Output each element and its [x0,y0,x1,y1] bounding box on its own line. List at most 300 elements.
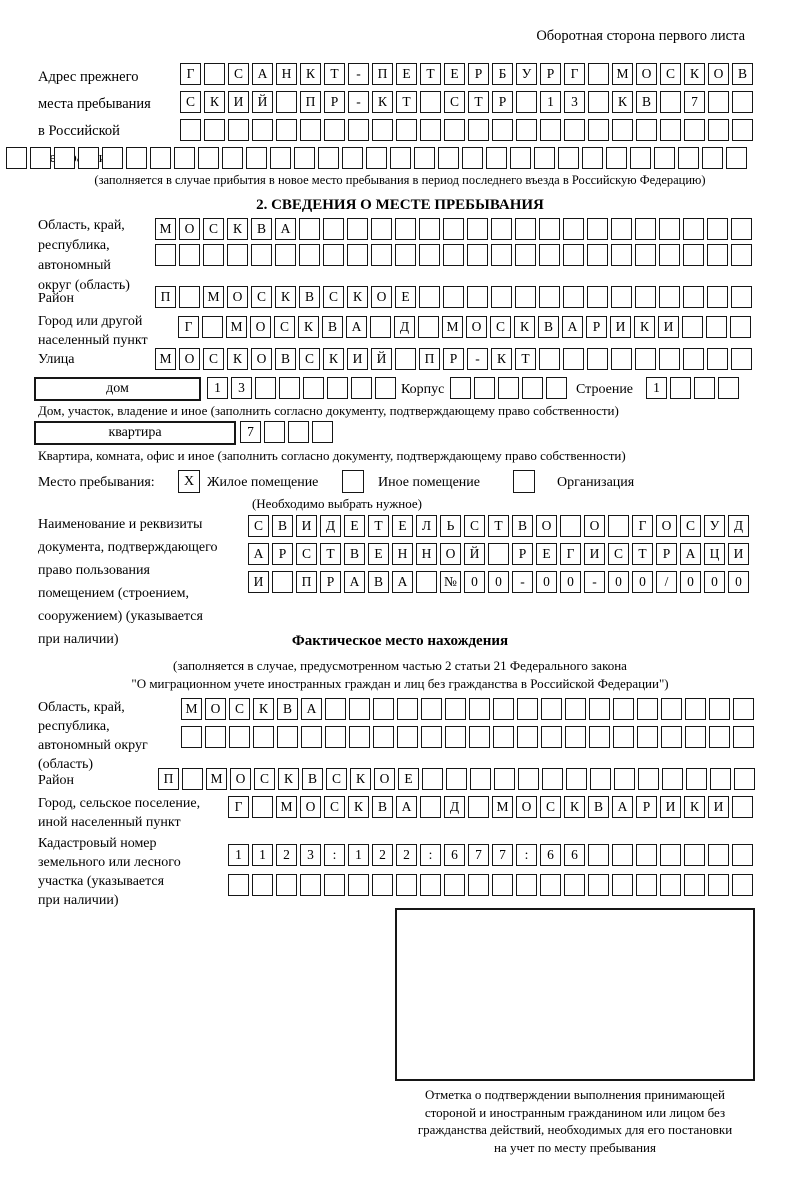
char-cell [395,244,416,266]
char-cell [709,726,730,748]
char-cell [397,698,418,720]
char-cell [174,147,195,169]
char-cell [708,844,729,866]
char-cell [444,874,465,896]
char-cell: С [203,218,224,240]
region-label [38,216,130,296]
stay-type-label: Место пребывания: [38,475,155,490]
char-cell: Й [464,543,485,565]
char-cell: Г [178,316,199,338]
char-cell [539,218,560,240]
char-cell: Т [488,515,509,537]
doc-label-line: при наличии) [38,632,119,647]
actual-city-row [228,796,756,818]
char-cell: С [540,796,561,818]
char-cell: К [684,796,705,818]
char-cell [303,377,324,399]
char-cell: 6 [564,844,585,866]
char-cell [708,91,729,113]
district-row [155,286,755,308]
checkbox-residential: X [178,470,200,493]
char-cell [390,147,411,169]
char-cell: И [584,543,605,565]
char-cell [277,726,298,748]
char-cell [324,119,345,141]
char-cell [563,286,584,308]
char-cell [203,244,224,266]
char-cell: 0 [632,571,653,593]
char-cell: Д [728,515,749,537]
char-cell [612,119,633,141]
char-cell [726,147,747,169]
char-cell [450,377,471,399]
char-cell: С [464,515,485,537]
char-cell: Р [586,316,607,338]
char-cell: М [206,768,227,790]
char-cell: О [227,286,248,308]
house-number-row [207,377,399,399]
char-cell: М [155,218,176,240]
char-cell [30,147,51,169]
district-label: Район [38,291,74,306]
char-cell: Н [392,543,413,565]
char-cell: К [564,796,585,818]
char-cell [564,119,585,141]
char-cell [515,218,536,240]
actual-district-row [158,768,758,790]
char-cell [246,147,267,169]
char-cell: 6 [444,844,465,866]
char-cell: М [155,348,176,370]
char-cell [371,218,392,240]
char-cell: О [584,515,605,537]
char-cell [488,543,509,565]
char-cell [587,244,608,266]
char-cell: Т [324,63,345,85]
char-cell [606,147,627,169]
char-cell [686,768,707,790]
char-cell: 0 [560,571,581,593]
char-cell: Г [564,63,585,85]
char-cell [396,119,417,141]
char-cell: А [252,63,273,85]
char-cell [470,768,491,790]
prev-address-caption: (заполняется в случае прибытия в новое место пребывания в период последнего въезда в Российскую Федерацию) [94,173,706,187]
char-cell: И [658,316,679,338]
char-cell: В [251,218,272,240]
char-cell [323,218,344,240]
char-cell [516,874,537,896]
char-cell [589,726,610,748]
char-cell [349,726,370,748]
char-cell [264,421,285,443]
char-cell [709,698,730,720]
char-cell [638,768,659,790]
char-cell [611,348,632,370]
stroenie-row [646,377,742,399]
char-cell: 1 [252,844,273,866]
prev-address-label-line: Адрес прежнего [38,69,139,85]
char-cell [510,147,531,169]
char-cell [270,147,291,169]
char-cell [370,316,391,338]
char-cell: В [299,286,320,308]
char-cell [565,698,586,720]
char-cell [318,147,339,169]
char-cell [371,244,392,266]
char-cell [420,874,441,896]
apartment-caption: Квартира, комната, офис и иное (заполнить согласно документу, подтверждающему право собственности) [38,448,626,463]
korpus-row [450,377,570,399]
char-cell: 0 [536,571,557,593]
char-cell [420,119,441,141]
actual-region-label [38,698,148,774]
char-cell [541,698,562,720]
char-cell: 7 [240,421,261,443]
region-label-line: Область, край, [38,218,125,233]
char-cell: И [610,316,631,338]
char-cell [251,244,272,266]
char-cell: Е [392,515,413,537]
char-cell: У [516,63,537,85]
char-cell: О [371,286,392,308]
char-cell [179,244,200,266]
char-cell: 0 [680,571,701,593]
char-cell: В [636,91,657,113]
char-cell: Г [180,63,201,85]
char-cell: - [512,571,533,593]
char-cell: № [440,571,461,593]
actual-region-label-line: автономный округ [38,738,148,753]
char-cell [468,119,489,141]
doc-label-line: помещением (строением, [38,586,189,601]
char-cell: П [300,91,321,113]
char-cell: А [680,543,701,565]
char-cell [421,698,442,720]
char-cell [6,147,27,169]
char-cell: Р [320,571,341,593]
char-cell: - [584,571,605,593]
char-cell [446,768,467,790]
char-cell [731,348,752,370]
char-cell [325,726,346,748]
char-cell [204,119,225,141]
cadastral-label-line: земельного или лесного [38,855,181,870]
char-cell [522,377,543,399]
char-cell [205,726,226,748]
char-cell [566,768,587,790]
cadastral-row-1 [228,844,756,866]
char-cell [180,119,201,141]
char-cell [563,218,584,240]
char-cell [587,348,608,370]
doc-label-line: документа, подтверждающего [38,540,218,555]
char-cell: 2 [396,844,417,866]
char-cell [636,119,657,141]
char-cell [414,147,435,169]
house-type-box: дом [34,377,201,401]
char-cell: Р [272,543,293,565]
char-cell: 1 [207,377,228,399]
char-cell: 7 [492,844,513,866]
actual-district-label: Район [38,773,74,788]
char-cell [493,726,514,748]
char-cell [351,377,372,399]
char-cell: - [348,91,369,113]
char-cell [540,874,561,896]
char-cell: Р [512,543,533,565]
char-cell [420,91,441,113]
char-cell: О [374,768,395,790]
char-cell: В [732,63,753,85]
prev-address-label-line: в Российской [38,123,120,139]
char-cell [443,218,464,240]
char-cell [630,147,651,169]
char-cell [372,119,393,141]
char-cell [491,244,512,266]
char-cell [588,63,609,85]
char-cell [563,348,584,370]
char-cell: Р [540,63,561,85]
char-cell [150,147,171,169]
char-cell: : [420,844,441,866]
char-cell: О [466,316,487,338]
char-cell [611,286,632,308]
char-cell: С [608,543,629,565]
prev-address-row-1 [180,63,756,85]
actual-region-label-line: (область) [38,757,94,772]
char-cell [204,63,225,85]
char-cell: К [298,316,319,338]
char-cell [276,119,297,141]
char-cell [202,316,223,338]
char-cell: Р [324,91,345,113]
char-cell [540,119,561,141]
char-cell [516,91,537,113]
char-cell: К [278,768,299,790]
char-cell [611,244,632,266]
char-cell: 7 [468,844,489,866]
char-cell: Е [368,543,389,565]
char-cell: В [275,348,296,370]
char-cell [733,698,754,720]
char-cell [635,244,656,266]
char-cell [734,768,755,790]
char-cell [181,726,202,748]
char-cell: А [301,698,322,720]
char-cell [707,348,728,370]
char-cell: А [248,543,269,565]
char-cell: С [299,348,320,370]
char-cell: А [275,218,296,240]
char-cell: К [612,91,633,113]
char-cell: В [368,571,389,593]
char-cell: Т [396,91,417,113]
char-cell [587,218,608,240]
char-cell: М [181,698,202,720]
char-cell [590,768,611,790]
char-cell [515,244,536,266]
char-cell [275,244,296,266]
city-label [38,312,148,350]
char-cell [342,147,363,169]
doc-row-1 [248,515,752,537]
char-cell: Л [416,515,437,537]
doc-row-2 [248,543,752,565]
char-cell [444,119,465,141]
char-cell: Т [420,63,441,85]
char-cell [468,874,489,896]
char-cell [612,874,633,896]
char-cell [564,874,585,896]
option-residential: Жилое помещение [207,475,319,490]
char-cell [707,286,728,308]
char-cell [312,421,333,443]
char-cell: С [490,316,511,338]
stamp-caption-line: на учет по месту пребывания [494,1139,656,1155]
char-cell [252,874,273,896]
char-cell: С [680,515,701,537]
doc-row-3 [248,571,752,593]
region-label-line: республика, [38,238,110,253]
char-cell: В [372,796,393,818]
doc-label-line: право пользования [38,563,150,578]
char-cell: Е [344,515,365,537]
char-cell [492,119,513,141]
char-cell: Ц [704,543,725,565]
char-cell [661,698,682,720]
char-cell: В [302,768,323,790]
char-cell [491,286,512,308]
char-cell [730,316,751,338]
char-cell: Г [560,543,581,565]
char-cell [636,844,657,866]
char-cell [685,698,706,720]
char-cell [102,147,123,169]
char-cell [683,286,704,308]
char-cell [395,348,416,370]
street-label: Улица [38,352,75,367]
char-cell: П [158,768,179,790]
char-cell [660,91,681,113]
char-cell: Й [371,348,392,370]
apartment-type-box: квартира [34,421,236,445]
actual-region-label-line: республика, [38,719,110,734]
char-cell [718,377,739,399]
char-cell [438,147,459,169]
char-cell [732,874,753,896]
char-cell: О [516,796,537,818]
char-cell: К [204,91,225,113]
char-cell [732,119,753,141]
char-cell [229,726,250,748]
char-cell [732,844,753,866]
char-cell [731,286,752,308]
char-cell [661,726,682,748]
stamp-caption-line: Отметка о подтверждении выполнения принимающей [424,1087,726,1102]
checkbox-organization [513,470,535,493]
char-cell [325,698,346,720]
char-cell [443,244,464,266]
region-label-line: автономный [38,258,111,273]
char-cell: 2 [276,844,297,866]
char-cell: С [251,286,272,308]
char-cell: Е [444,63,465,85]
char-cell [588,119,609,141]
char-cell: К [491,348,512,370]
char-cell [517,726,538,748]
prev-address-row-4 [6,147,750,169]
char-cell: К [227,348,248,370]
char-cell: С [660,63,681,85]
char-cell [563,244,584,266]
char-cell: 0 [464,571,485,593]
char-cell: В [277,698,298,720]
char-cell [491,218,512,240]
char-cell: О [300,796,321,818]
char-cell: А [346,316,367,338]
char-cell: 3 [300,844,321,866]
char-cell [565,726,586,748]
char-cell [612,844,633,866]
char-cell [469,726,490,748]
actual-location-subtitle-line: (заполняется в случае, предусмотренном частью 2 статьи 21 Федерального закона [173,658,627,673]
char-cell [227,244,248,266]
stamp-caption-line: стороной и иностранным гражданином или лицом без [424,1104,726,1120]
char-cell [659,244,680,266]
char-cell [707,218,728,240]
char-cell: Д [320,515,341,537]
actual-city-label [38,794,200,832]
char-cell [662,768,683,790]
char-cell [659,286,680,308]
char-cell [588,874,609,896]
char-cell [182,768,203,790]
char-cell: С [248,515,269,537]
char-cell [300,119,321,141]
char-cell: А [392,571,413,593]
char-cell: С [296,543,317,565]
apartment-number-row [240,421,336,443]
char-cell [534,147,555,169]
char-cell: И [296,515,317,537]
char-cell [301,726,322,748]
char-cell [685,726,706,748]
char-cell [683,244,704,266]
char-cell [443,286,464,308]
checkbox-other-premises [342,470,364,493]
char-cell: И [228,91,249,113]
char-cell [683,348,704,370]
char-cell [706,316,727,338]
char-cell [420,796,441,818]
char-cell [589,698,610,720]
char-cell [613,726,634,748]
char-cell [222,147,243,169]
char-cell: О [250,316,271,338]
cadastral-label-line: Кадастровый номер [38,836,157,851]
char-cell [636,874,657,896]
char-cell [635,348,656,370]
korpus-label: Корпус [401,382,445,397]
actual-location-title: Фактическое место нахождения [291,633,509,649]
char-cell: Б [492,63,513,85]
char-cell [323,244,344,266]
char-cell [558,147,579,169]
actual-region-row-1 [181,698,757,720]
char-cell [694,377,715,399]
char-cell: К [634,316,655,338]
